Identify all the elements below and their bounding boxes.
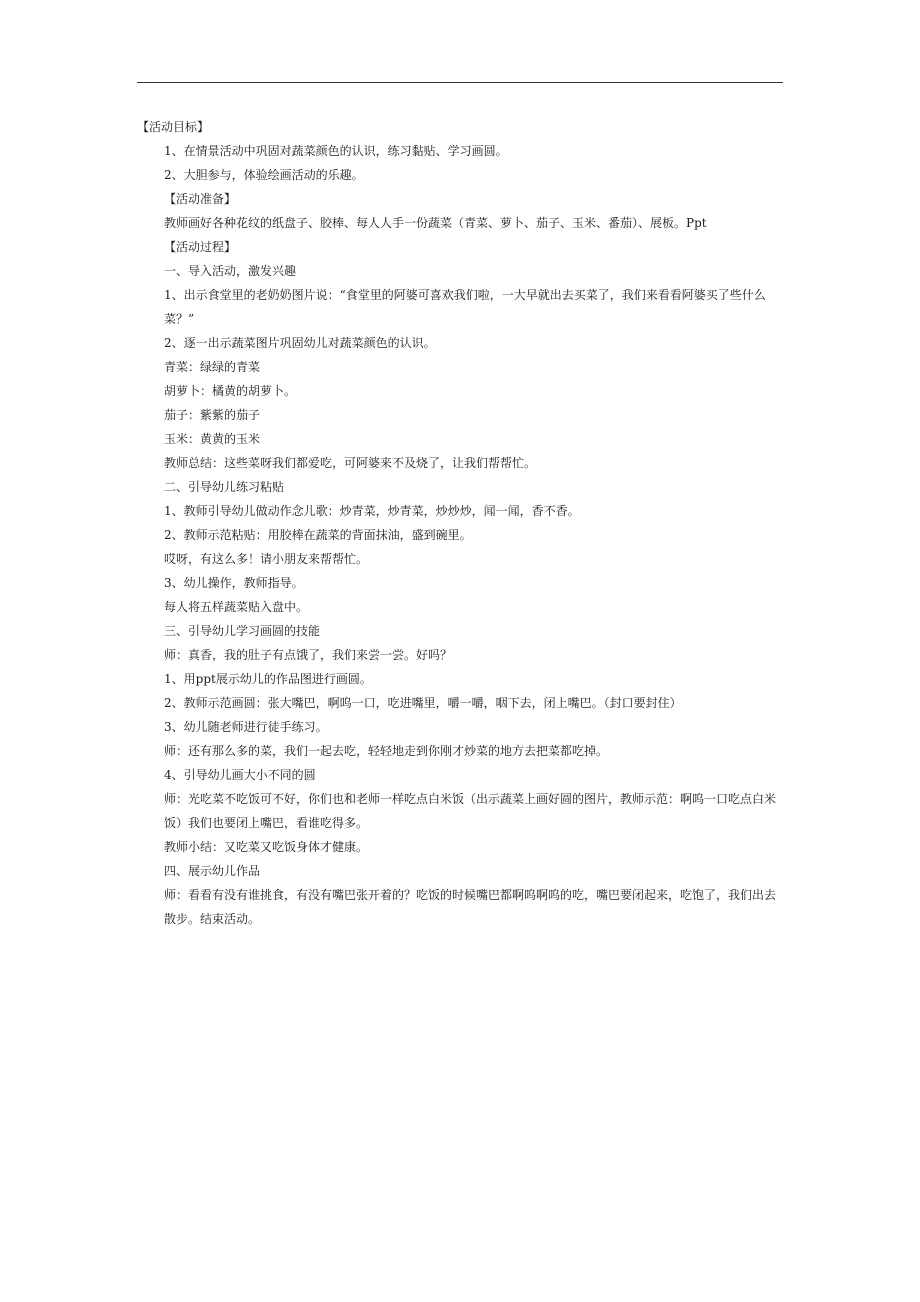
paragraph-line: 【活动过程】 <box>164 240 237 254</box>
paragraph-line: 师：还有那么多的菜，我们一起去吃，轻轻地走到你刚才炒菜的地方去把菜都吃掉。 <box>164 744 609 758</box>
paragraph-line: 2、逐一出示蔬菜图片巩固幼儿对蔬菜颜色的认识。 <box>164 336 436 350</box>
paragraph-line: 教师画好各种花纹的纸盘子、胶棒、每人人手一份蔬菜（青菜、萝卜、茄子、玉米、番茄）、展板。Ppt <box>164 216 707 230</box>
paragraph-line: 每人将五样蔬菜贴入盘中。 <box>164 600 309 614</box>
paragraph-line: 一、导入活动，激发兴趣 <box>164 264 297 278</box>
paragraph-line: 1、在情景活动中巩固对蔬菜颜色的认识，练习黏贴、学习画圆。 <box>164 144 508 158</box>
document-body <box>137 115 783 931</box>
paragraph-line: 3、幼儿操作，教师指导。 <box>164 576 304 590</box>
paragraph-line: 教师小结：又吃菜又吃饭身体才健康。 <box>164 840 369 854</box>
paragraph-line: 3、幼儿随老师进行徒手练习。 <box>164 720 328 734</box>
paragraph-line: 三、引导幼儿学习画圆的技能 <box>164 624 321 638</box>
paragraph-line: 2、教师示范画圆：张大嘴巴，啊呜一口，吃进嘴里，嚼一嚼，咽下去，闭上嘴巴。（封口要封住） <box>164 696 682 710</box>
paragraph-line: 1、教师引导幼儿做动作念儿歌：炒青菜，炒青菜，炒炒炒，闻一闻，香不香。 <box>164 504 580 518</box>
paragraph-line: 青菜：绿绿的青菜 <box>164 360 261 374</box>
paragraph-line: 胡萝卜：橘黄的胡萝卜。 <box>164 384 297 398</box>
paragraph-line: 【活动目标】 <box>137 120 210 134</box>
paragraph-line: 玉米：黄黄的玉米 <box>164 432 261 446</box>
paragraph-line: 1、出示食堂里的老奶奶图片说：“食堂里的阿婆可喜欢我们啦，一大早就出去买菜了，我们来看看阿婆买了些什么菜？” <box>164 288 766 326</box>
paragraph-line: 教师总结：这些菜呀我们都爱吃，可阿婆来不及烧了，让我们帮帮忙。 <box>164 456 537 470</box>
header-rule <box>137 82 783 83</box>
paragraph-line: 师：光吃菜不吃饭可不好，你们也和老师一样吃点白米饭（出示蔬菜上画好圆的图片，教师示范：啊呜一口吃点白米饭）我们也要闭上嘴巴，看谁吃得多。 <box>164 792 777 830</box>
paragraph-line: 1、用ppt展示幼儿的作品图进行画圆。 <box>164 672 372 686</box>
paragraph-line: 茄子：紫紫的茄子 <box>164 408 261 422</box>
paragraph-line: 4、引导幼儿画大小不同的圆 <box>164 768 316 782</box>
paragraph-line: 师：真香，我的肚子有点饿了，我们来尝一尝。好吗？ <box>164 648 453 662</box>
paragraph-line: 二、引导幼儿练习粘贴 <box>164 480 285 494</box>
paragraph-line: 2、教师示范粘贴：用胶棒在蔬菜的背面抹油，盛到碗里。 <box>164 528 472 542</box>
paragraph-line: 哎呀，有这么多！请小朋友来帮帮忙。 <box>164 552 369 566</box>
paragraph-line: 2、大胆参与，体验绘画活动的乐趣。 <box>164 168 364 182</box>
paragraph-line: 师：看看有没有谁挑食，有没有嘴巴张开着的？吃饭的时候嘴巴都啊呜啊呜的吃，嘴巴要闭起来，吃饱了，我们出去散步。结束活动。 <box>164 888 777 926</box>
paragraph-line: 【活动准备】 <box>164 192 237 206</box>
paragraph-line: 四、展示幼儿作品 <box>164 864 261 878</box>
